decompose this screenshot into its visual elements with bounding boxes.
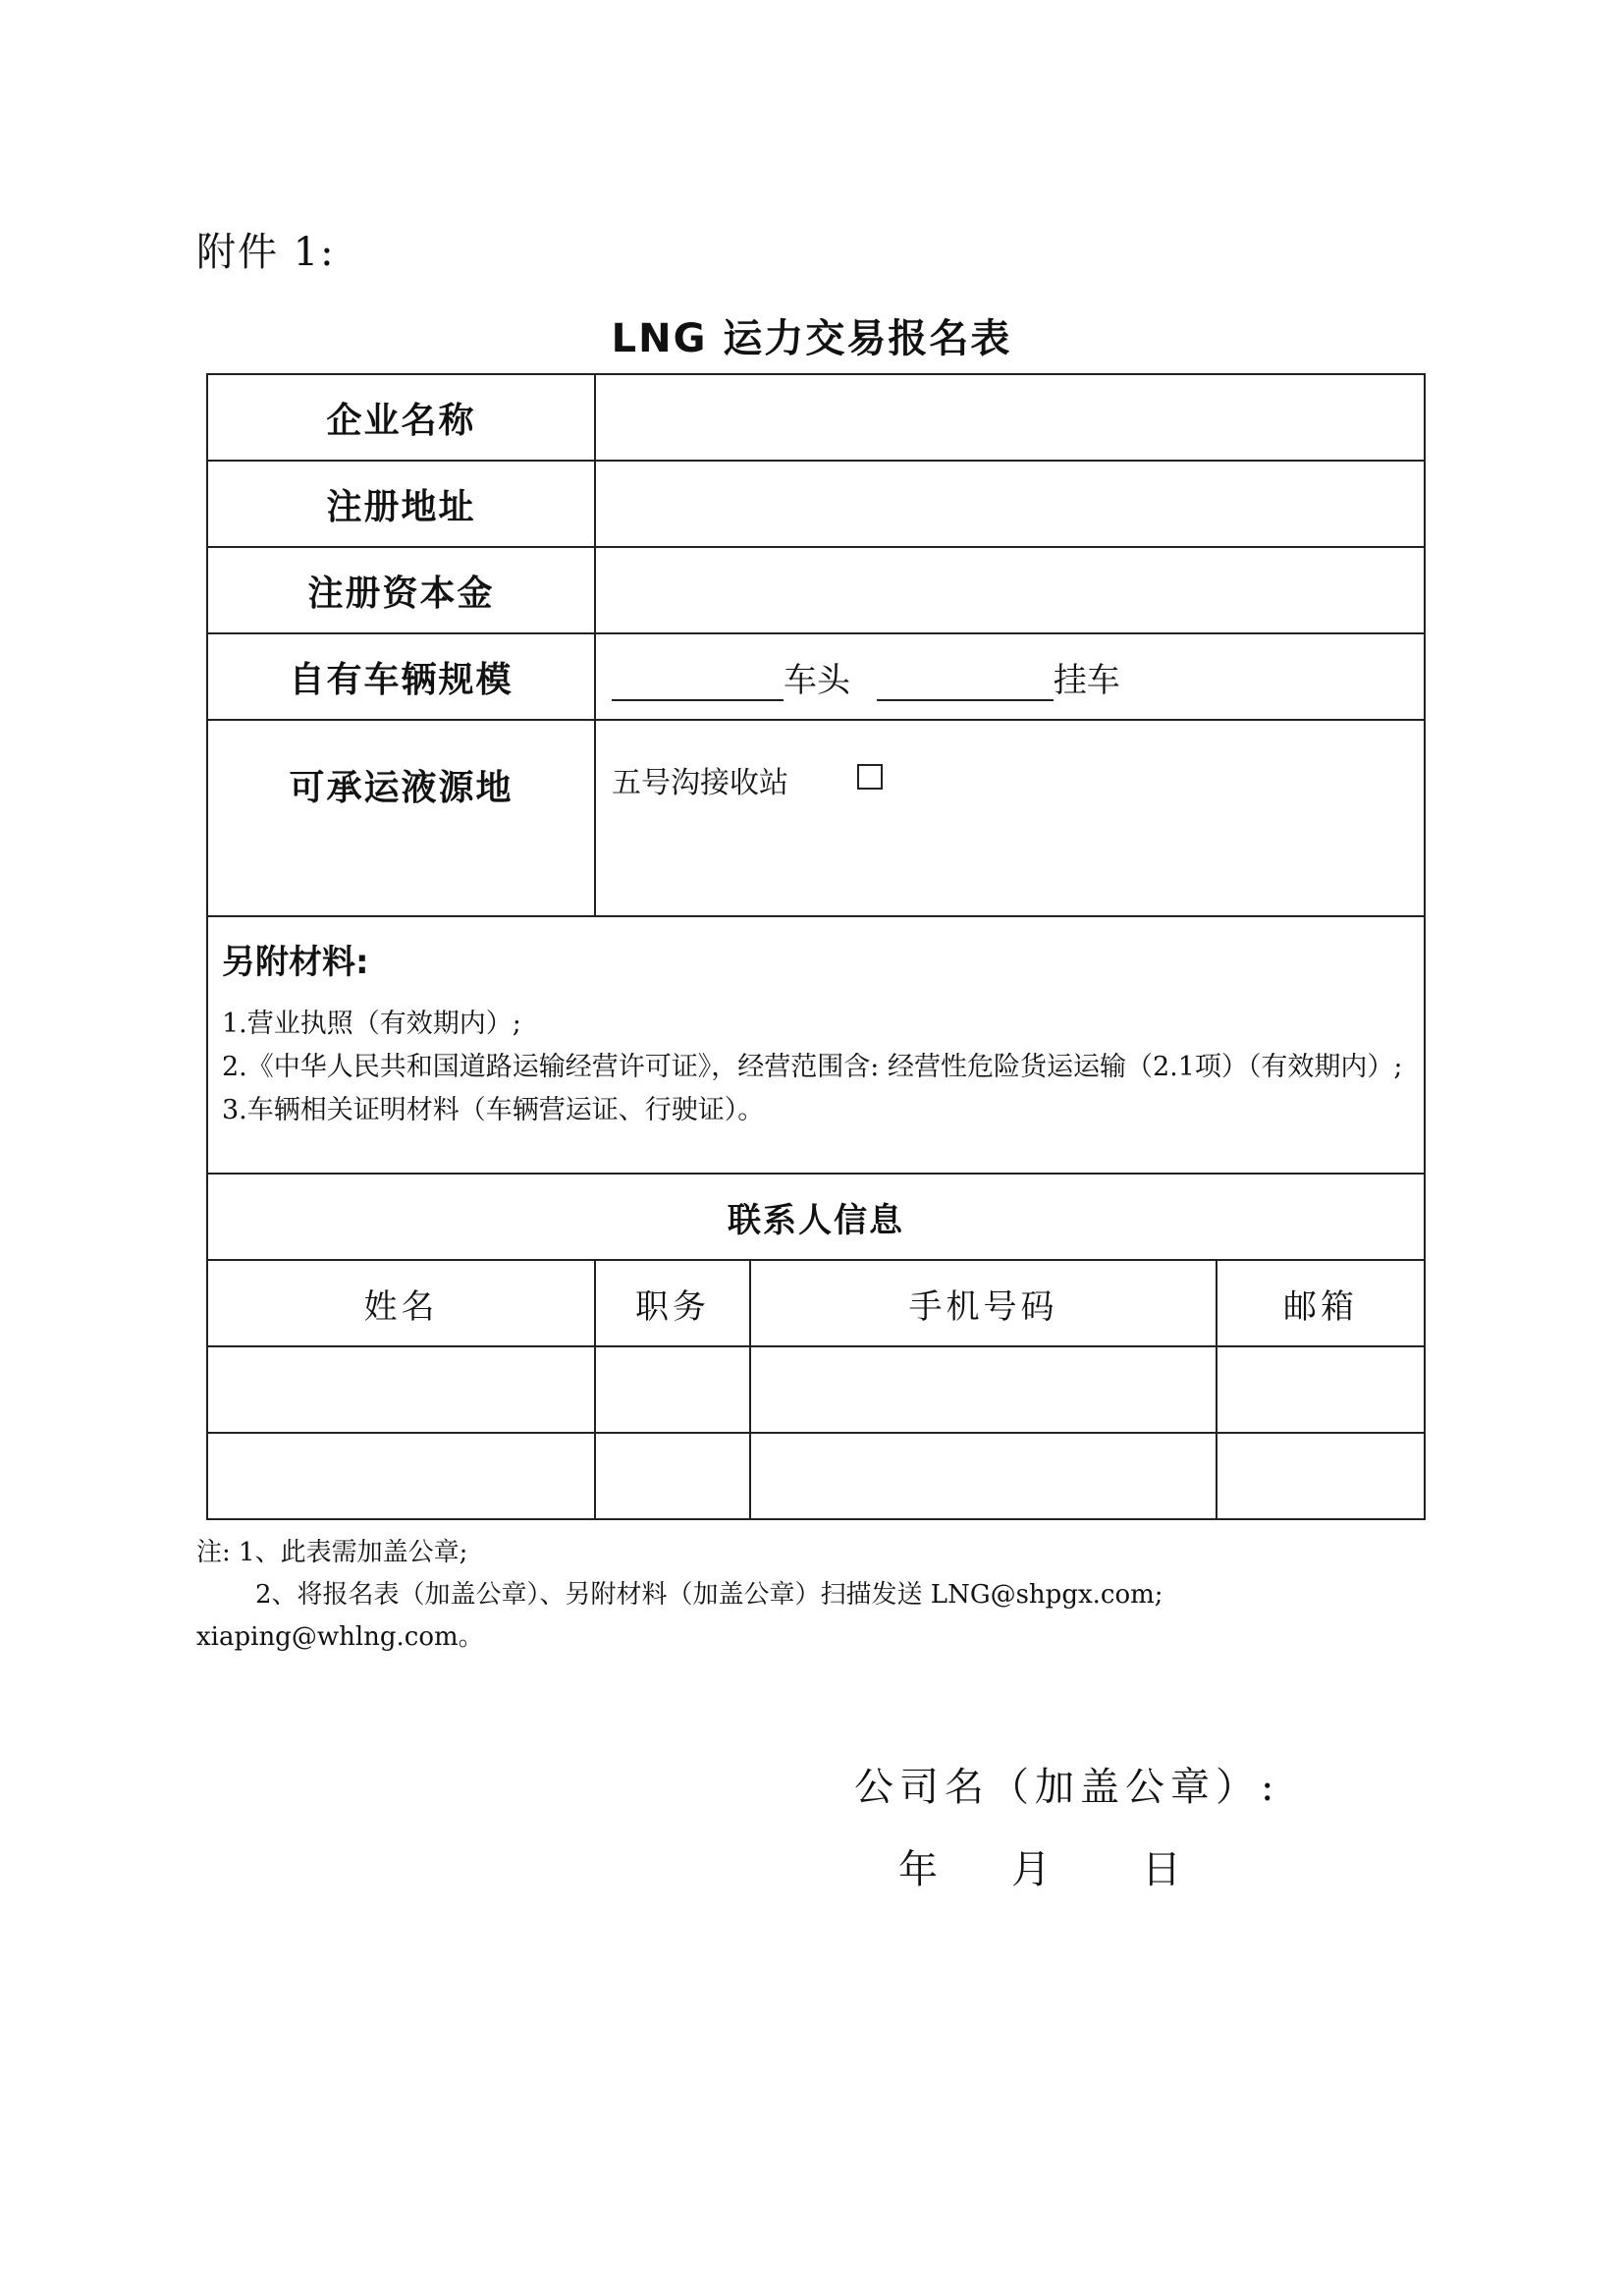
company-name-field[interactable] [595, 374, 1425, 461]
source-sites-field [595, 720, 1425, 916]
row-fleet-scale [207, 633, 1425, 720]
column-position: 职务 [595, 1260, 750, 1346]
row-registered-address [207, 461, 1425, 547]
contact-name-cell[interactable] [207, 1346, 595, 1433]
date-day: 日 [1142, 1847, 1187, 1892]
materials-item-1: 1.营业执照（有效期内）; [222, 1009, 521, 1039]
row-company-name [207, 374, 1425, 461]
fleet-scale-label: 自有车辆规模 [207, 633, 595, 720]
note-line-2: 2、将报名表（加盖公章）、另附材料（加盖公章）扫描发送 LNG@shpgx.com; [255, 1580, 1163, 1610]
column-mobile: 手机号码 [750, 1260, 1217, 1346]
materials-heading: 另附材料: [222, 943, 369, 982]
materials-item-3: 3.车辆相关证明材料（车辆营运证、行驶证）。 [222, 1095, 765, 1125]
table-row [207, 1346, 1425, 1433]
contact-mobile-cell[interactable] [750, 1346, 1217, 1433]
company-seal-line: 公司名（加盖公章）: [854, 1765, 1280, 1810]
column-email: 邮箱 [1217, 1260, 1425, 1346]
date-month: 月 [1011, 1847, 1056, 1892]
contact-mobile-cell[interactable] [750, 1433, 1217, 1519]
row-contact-columns [207, 1260, 1425, 1346]
contact-position-cell[interactable] [595, 1433, 750, 1519]
attachment-label: 附件 1: [196, 230, 336, 275]
contact-heading: 联系人信息 [207, 1174, 1425, 1260]
date-year: 年 [898, 1847, 944, 1892]
tractor-count-blank[interactable] [612, 666, 784, 701]
fleet-scale-field [595, 633, 1425, 720]
table-row [207, 1433, 1425, 1519]
contact-position-cell[interactable] [595, 1346, 750, 1433]
materials-cell [207, 916, 1425, 1174]
row-registered-capital [207, 547, 1425, 633]
registered-address-label: 注册地址 [207, 461, 595, 547]
registered-address-field[interactable] [595, 461, 1425, 547]
trailer-unit-label: 挂车 [1053, 660, 1120, 700]
source-sites-label: 可承运液源地 [207, 720, 595, 916]
row-source-sites [207, 720, 1425, 916]
materials-item-2: 2.《中华人民共和国道路运输经营许可证》，经营范围含: 经营性危险货运运输（2.1项）（有效期内）; [222, 1052, 1403, 1082]
row-materials [207, 916, 1425, 1174]
row-contact-heading [207, 1174, 1425, 1260]
registered-capital-field[interactable] [595, 547, 1425, 633]
tractor-unit-label: 车头 [784, 660, 850, 700]
note-line-3: xiaping@whlng.com。 [196, 1622, 484, 1652]
contact-email-cell[interactable] [1217, 1346, 1425, 1433]
source-option-label: 五号沟接收站 [612, 766, 788, 800]
form-title: LNG 运力交易报名表 [611, 316, 1012, 361]
source-option-checkbox[interactable] [857, 764, 883, 790]
registration-form-table [206, 373, 1426, 1520]
registered-capital-label: 注册资本金 [207, 547, 595, 633]
contact-name-cell[interactable] [207, 1433, 595, 1519]
company-name-label: 企业名称 [207, 374, 595, 461]
column-name: 姓名 [207, 1260, 595, 1346]
note-line-1: 注: 1、此表需加盖公章; [196, 1538, 468, 1567]
contact-email-cell[interactable] [1217, 1433, 1425, 1519]
trailer-count-blank[interactable] [877, 666, 1054, 701]
